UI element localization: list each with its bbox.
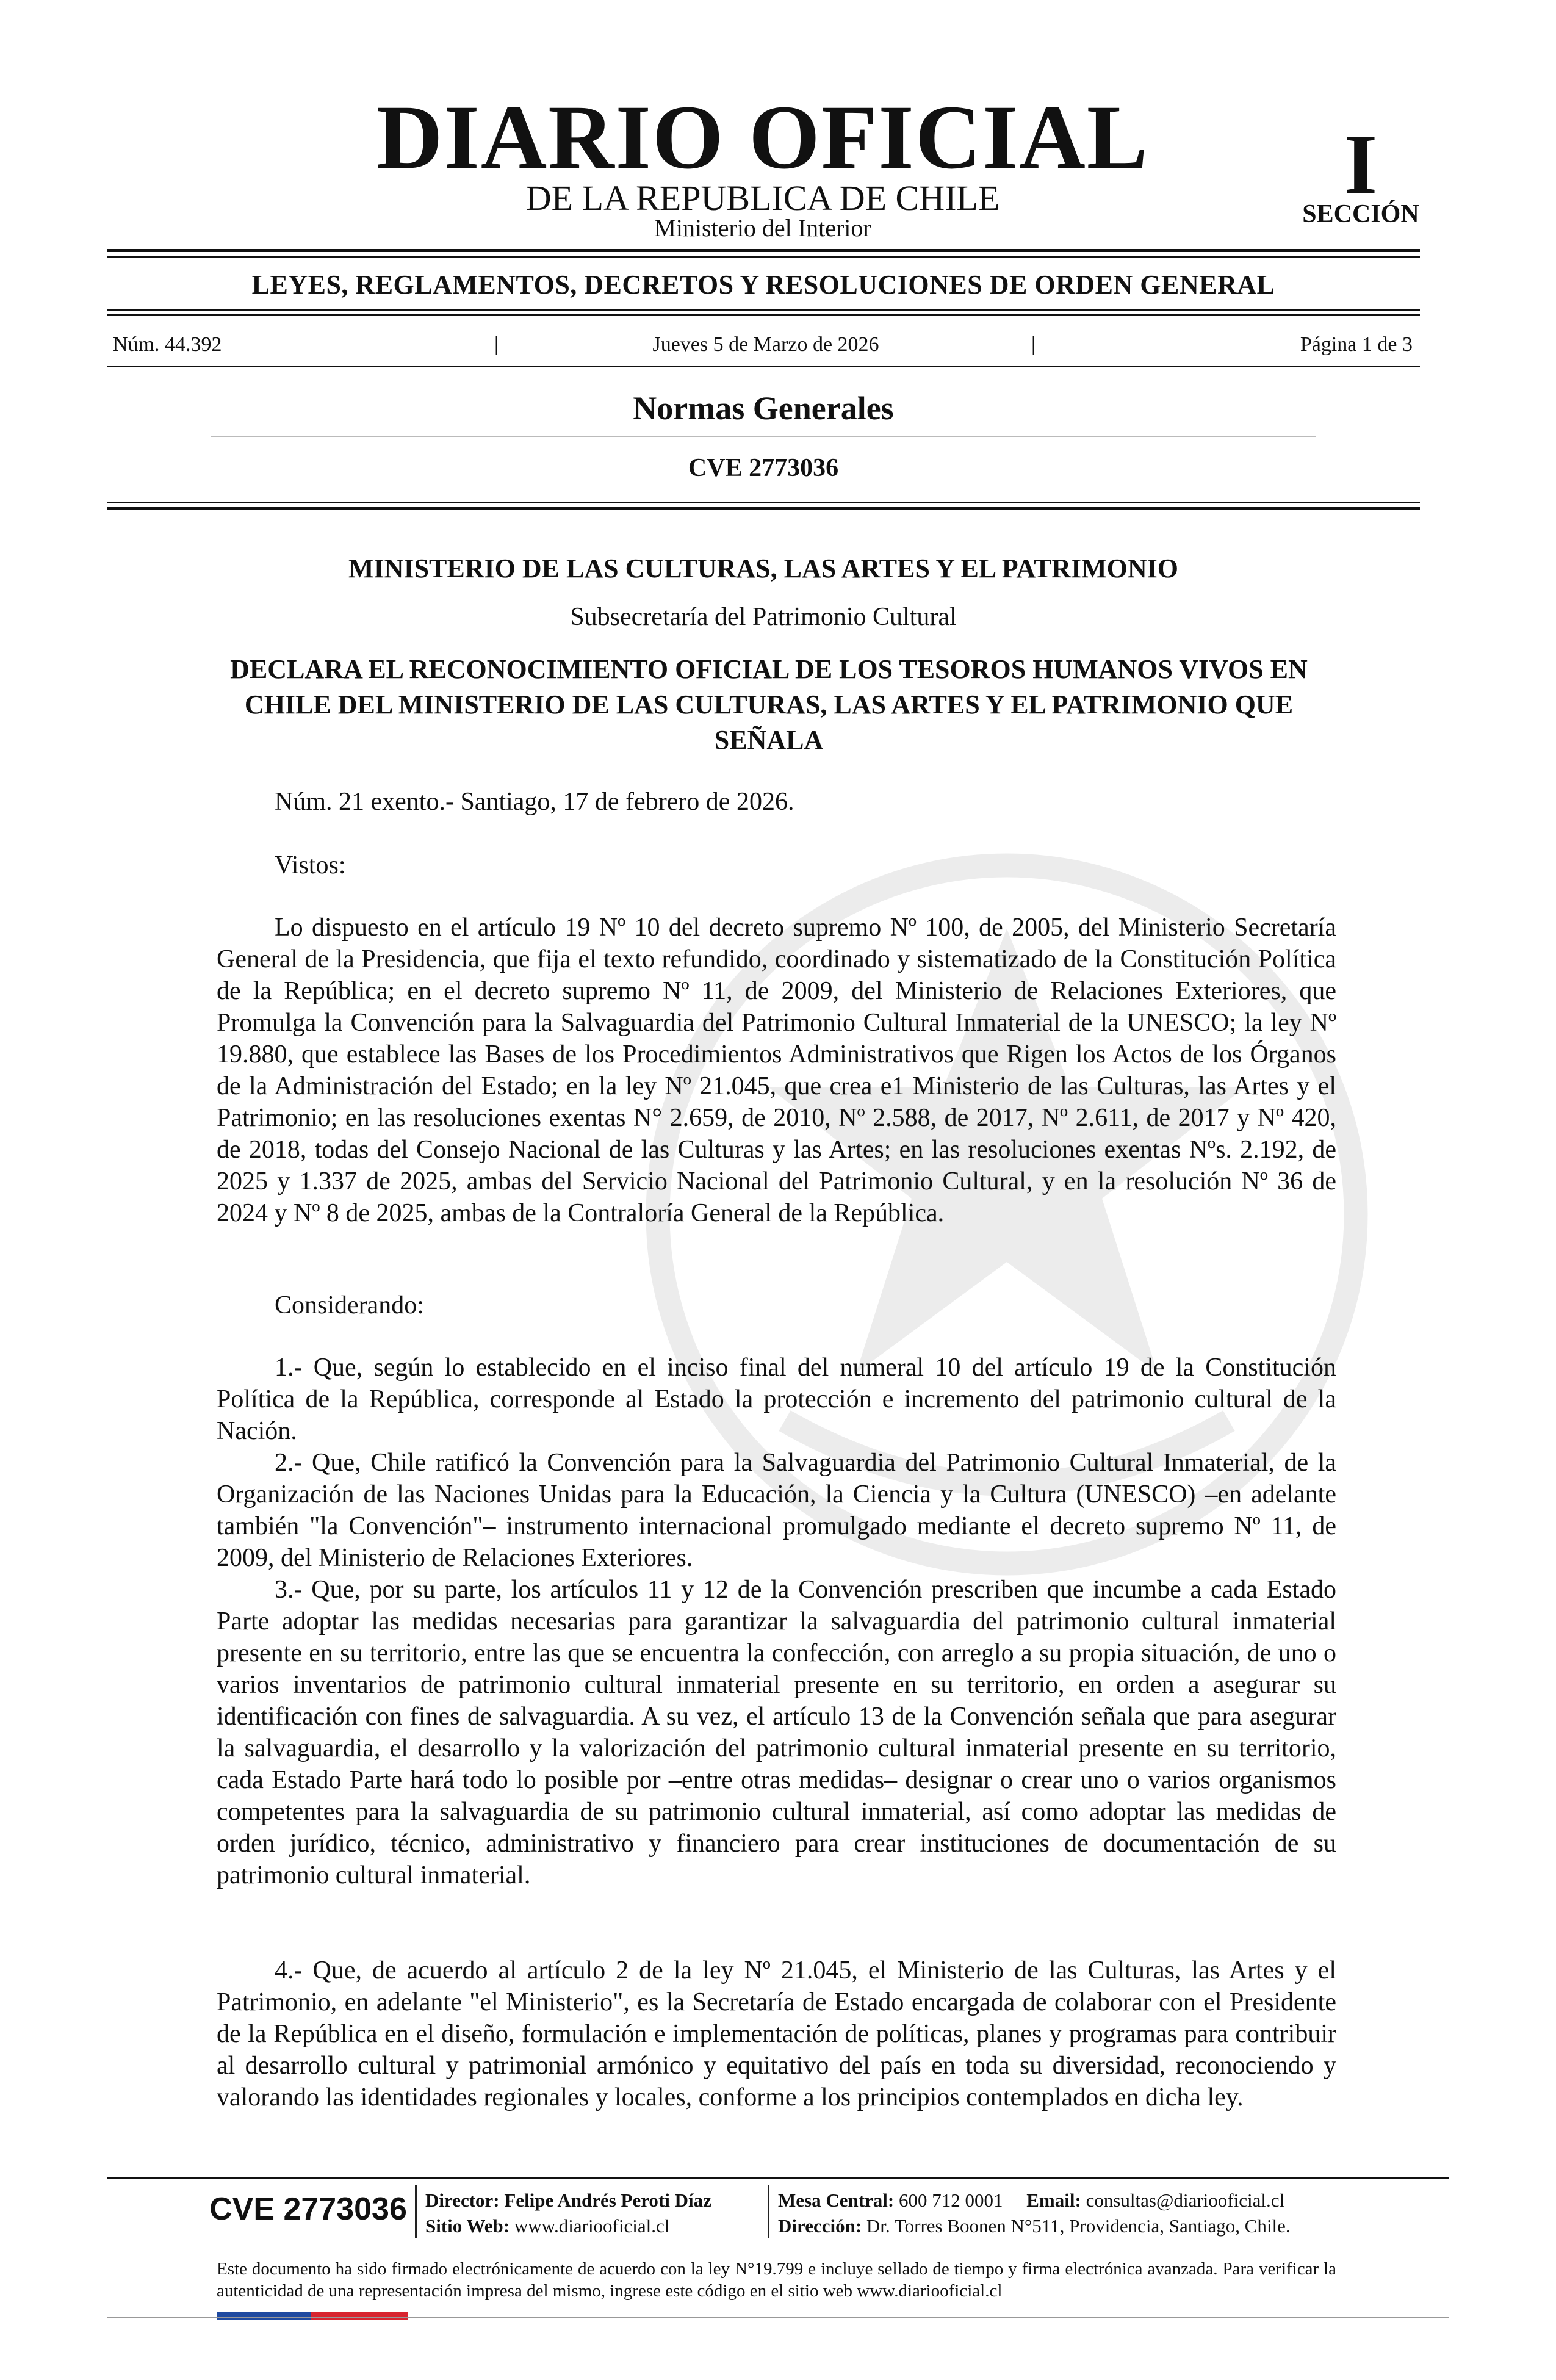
footer-web-link[interactable]: www.diariooficial.cl xyxy=(514,2215,670,2237)
masthead-title: DIARIO OFICIAL xyxy=(376,87,1149,188)
flag-stripe-blue xyxy=(217,2312,311,2320)
footer-website xyxy=(425,2213,669,2239)
issue-date: Jueves 5 de Marzo de 2026 xyxy=(652,333,879,356)
document-title: DECLARA EL RECONOCIMIENTO OFICIAL DE LOS TESOROS HUMANOS VIVOS EN CHILE DEL MINISTERIO DE LAS CULTURAS, LAS ARTES Y EL PATRIMONIO QUE SEÑALA xyxy=(230,654,1308,755)
considerando-paragraph: 1.- Que, según lo establecido en el inciso final del numeral 10 del artículo 19 de la Constitución Política de la República, corresponde al Estado la protección e incremento del patrimonio cultural de la Nación. xyxy=(217,1354,1336,1445)
cve-rule-thin xyxy=(107,502,1420,503)
band-rule-thin xyxy=(107,309,1420,311)
footer-mesa-value: 600 712 0001 xyxy=(899,2190,1003,2211)
section-heading: Normas Generales xyxy=(633,390,894,427)
footer-address-label: Dirección: xyxy=(778,2215,862,2237)
vistos-paragraph: Lo dispuesto en el artículo 19 Nº 10 del decreto supremo Nº 100, de 2005, del Ministerio Secretaría General de la Presidencia, que fija el texto refundido, coordinado y sistematizado de la Constitución Política de la República; en el decreto supremo Nº 11, de 2009, del Ministerio de Relaciones Exteriores, que Promulga la Convención para la Salvaguardia del Patrimonio Cultural Inmaterial de la UNESCO; la ley Nº 19.880, que establece las Bases de los Procedimientos Administrativos que Rigen los Actos de los Órganos de la Administración del Estado; en la ley Nº 21.045, que crea e1 Ministerio de las Culturas, las Artes y el Patrimonio; en las resoluciones exentas N° 2.659, de 2010, Nº 2.588, de 2017, Nº 2.611, de 2017 y Nº 420, de 2018, todas del Consejo Nacional de las Culturas y las Artes; en las resoluciones exentas Nºs. 2.192, de 2025 y 1.337 de 2025, ambas del Servicio Nacional del Patrimonio Cultural, y en la resolución Nº 36 de 2024 y Nº 8 de 2025, ambas de la Contraloría General de la República. xyxy=(217,914,1336,1227)
footer-cve: CVE 2773036 xyxy=(209,2191,407,2227)
footer-rule-bottom xyxy=(107,2317,1449,2318)
issue-rule xyxy=(107,366,1420,367)
vistos-label: Vistos: xyxy=(275,851,346,879)
section-heading-rule xyxy=(211,436,1316,437)
considerando-paragraph: 2.- Que, Chile ratificó la Convención para la Salvaguardia del Patrimonio Cultural Inmaterial, de la Organización de las Naciones Unidas para la Educación, la Ciencia y la Cultura (UNESCO) –en adelante también "la Convención"– instrumento internacional promulgado mediante el decreto supremo Nº 11, de 2009, del Ministerio de Relaciones Exteriores. xyxy=(217,1449,1336,1572)
top-rule-thin xyxy=(107,256,1420,258)
footer-divider xyxy=(415,2185,417,2238)
issue-separator: | xyxy=(1031,333,1036,356)
section-number: I xyxy=(1344,117,1378,212)
issue-number: Núm. 44.392 xyxy=(113,333,222,356)
footer-rule-top xyxy=(107,2177,1449,2179)
masthead-subtitle: DE LA REPUBLICA DE CHILE xyxy=(525,178,1000,218)
footer-web-label: Sitio Web: xyxy=(425,2215,510,2237)
top-rule-thick xyxy=(107,249,1420,252)
footer-signature-note: Este documento ha sido firmado electrónicamente de acuerdo con la ley N°19.799 e incluye sellado de tiempo y firma electrónica avanzada. Para verificar la autenticidad de una representación impresa del mismo, ingrese este código en el sitio web www.diariooficial.cl xyxy=(217,2259,1336,2301)
masthead-ministry: Ministerio del Interior xyxy=(654,214,871,242)
band-rule-thick xyxy=(107,314,1420,316)
footer-director xyxy=(425,2188,711,2213)
footer-address xyxy=(778,2213,1291,2239)
footer-mesa-label: Mesa Central: xyxy=(778,2190,895,2211)
flag-stripe-red xyxy=(311,2312,408,2320)
considerando-label: Considerando: xyxy=(275,1291,424,1319)
footer-divider xyxy=(768,2185,769,2238)
decree-line: Núm. 21 exento.- Santiago, 17 de febrero de 2026. xyxy=(275,788,794,816)
footer-email-label: Email: xyxy=(1026,2190,1081,2211)
document-ministry: MINISTERIO DE LAS CULTURAS, LAS ARTES Y EL PATRIMONIO xyxy=(348,554,1178,583)
section-label: SECCIÓN xyxy=(1302,200,1419,228)
footer-contact xyxy=(778,2188,1284,2213)
cve-rule-thick xyxy=(107,507,1420,510)
footer-email-link[interactable]: consultas@diariooficial.cl xyxy=(1086,2190,1285,2211)
band-title: LEYES, REGLAMENTOS, DECRETOS Y RESOLUCIONES DE ORDEN GENERAL xyxy=(251,270,1275,300)
footer-address-value: Dr. Torres Boonen N°511, Providencia, Santiago, Chile. xyxy=(866,2215,1291,2237)
cve-code: CVE 2773036 xyxy=(688,454,839,482)
issue-page: Página 1 de 3 xyxy=(1300,333,1413,356)
footer-director-label: Director: xyxy=(425,2190,500,2211)
document-subsecretaria: Subsecretaría del Patrimonio Cultural xyxy=(570,603,957,631)
issue-separator: | xyxy=(494,333,499,356)
footer-director-name: Felipe Andrés Peroti Díaz xyxy=(504,2190,711,2211)
considerando-paragraph: 4.- Que, de acuerdo al artículo 2 de la ley Nº 21.045, el Ministerio de las Culturas, las Artes y el Patrimonio, en adelante "el Ministerio", es la Secretaría de Estado encargada de colaborar con el Presidente de la República en el diseño, formulación e implementación de políticas, planes y programas para contribuir al desarrollo cultural y patrimonial armónico y equitativo del país en toda su diversidad, reconociendo y valorando las identidades regionales y locales, conforme a los principios contemplados en dicha ley. xyxy=(217,1956,1336,2111)
considerando-paragraph: 3.- Que, por su parte, los artículos 11 y 12 de la Convención prescriben que incumbe a cada Estado Parte adoptar las medidas necesarias para garantizar la salvaguardia del patrimonio cultural inmaterial presente en su territorio, entre las que se encuentra la confección, con arreglo a su propia situación, de uno o varios inventarios de patrimonio cultural inmaterial presente en su territorio, en orden a asegurar su identificación con fines de salvaguardia. A su vez, el artículo 13 de la Convención señala que para asegurar la salvaguardia, el desarrollo y la valorización del patrimonio cultural inmaterial presente en su territorio, cada Estado Parte hará todo lo posible por –entre otras medidas– designar o crear uno o varios organismos competentes para la salvaguardia de su patrimonio cultural inmaterial, así como adoptar las medidas de orden jurídico, técnico, administrativo y financiero para crear instituciones de documentación de su patrimonio cultural inmaterial. xyxy=(217,1576,1336,1889)
